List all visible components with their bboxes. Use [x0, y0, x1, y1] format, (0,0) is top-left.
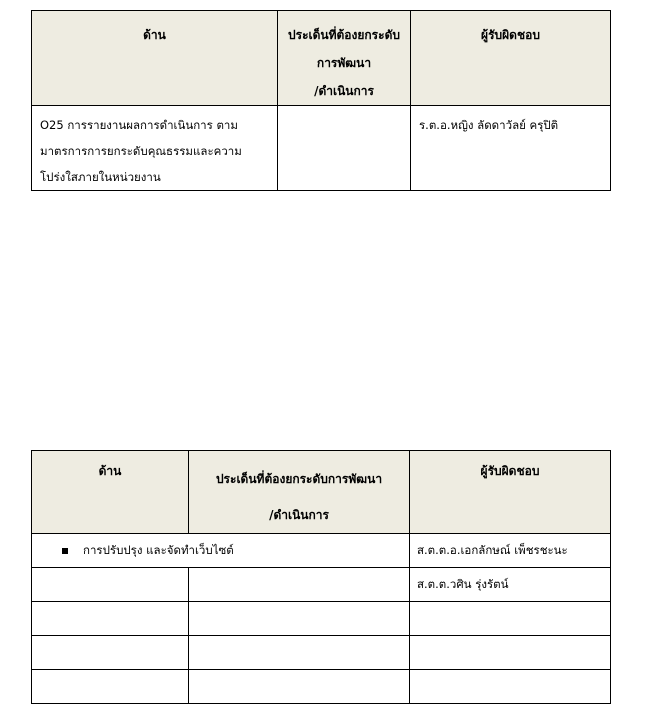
- area-cell: [32, 670, 189, 704]
- table-row: [32, 534, 611, 568]
- owner-cell: [410, 636, 611, 670]
- area-line1: O25 การรายงานผลการดำเนินการ ตาม: [40, 118, 238, 132]
- area-cell: [32, 602, 189, 636]
- issue-cell: [189, 568, 410, 602]
- issue-cell: [278, 106, 411, 191]
- issue-cell: [189, 636, 410, 670]
- header-issue: [278, 11, 411, 106]
- header-owner: ผู้รับผิดชอบ: [410, 451, 611, 534]
- item-cell: [32, 534, 410, 568]
- owner-cell: [410, 602, 611, 636]
- owner-cell: [410, 670, 611, 704]
- responsibility-table-2: [31, 450, 611, 704]
- header-issue-line3: /ดำเนินการ: [314, 84, 374, 98]
- table-row: [32, 602, 611, 636]
- bullet-icon: [62, 548, 68, 554]
- header-owner: ผู้รับผิดชอบ: [411, 11, 611, 106]
- issue-cell: [189, 602, 410, 636]
- issue-cell: [189, 670, 410, 704]
- owner-name: ร.ต.อ.หญิง ลัดดาวัลย์ ครุปิติ: [419, 118, 559, 132]
- header-area: ด้าน: [32, 451, 189, 534]
- header-area: ด้าน: [32, 11, 278, 106]
- owner-cell: [410, 568, 611, 602]
- area-cell: [32, 636, 189, 670]
- table-row: [32, 670, 611, 704]
- table-row: [32, 636, 611, 670]
- table-row: [32, 106, 611, 191]
- header-issue-line2: /ดำเนินการ: [269, 508, 329, 522]
- area-line2: มาตรการการยกระดับคุณธรรมและความ: [40, 144, 242, 158]
- header-issue-line1: ประเด็นที่ต้องยกระดับการพัฒนา: [215, 472, 383, 486]
- table-row: [32, 568, 611, 602]
- header-issue-line1: ประเด็นที่ต้องยกระดับ: [288, 28, 400, 42]
- header-issue-line2: การพัฒนา: [316, 56, 372, 70]
- owner-cell: [410, 534, 611, 568]
- area-cell: [32, 568, 189, 602]
- owner-cell: [411, 106, 611, 191]
- area-line3: โปร่งใสภายในหน่วยงาน: [40, 170, 161, 184]
- owner-name: ส.ต.ต.อ.เอกลักษณ์ เพ็ชรชะนะ: [417, 543, 568, 557]
- area-cell: [32, 106, 278, 191]
- owner-name: ส.ต.ต.วศิน รุ่งรัตน์: [417, 577, 509, 591]
- item-text: การปรับปรุง และจัดทำเว็บไซต์: [83, 542, 234, 557]
- header-issue: [189, 451, 410, 534]
- responsibility-table-1: [31, 10, 611, 191]
